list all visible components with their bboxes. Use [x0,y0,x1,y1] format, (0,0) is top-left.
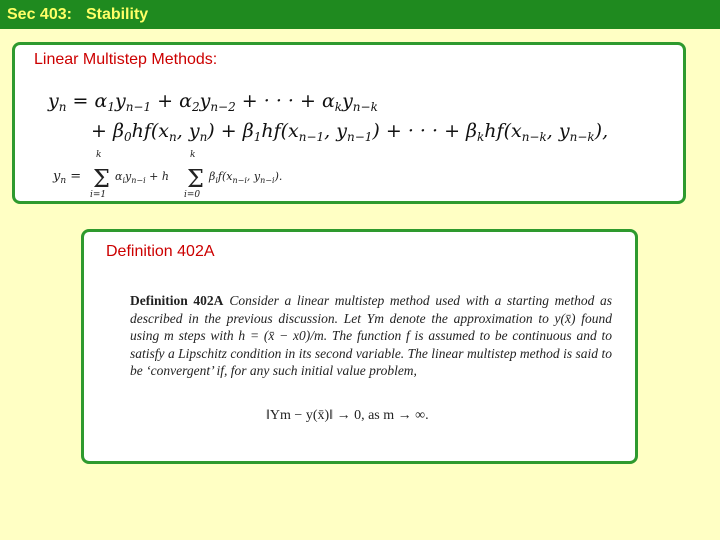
section-title: Stability [85,6,149,23]
section-number: Sec 403: [7,6,72,23]
svg-text:yn =: $y_n$ = [53,169,82,186]
svg-text:k: k [96,150,102,160]
definition-panel [81,229,638,464]
svg-text:Σ: Σ [187,165,204,193]
formula-line1: $y_n = \alpha_1y_{n-1} + \alpha_2y_{n-2}$ + · · · + $\alpha_ky_{n-k}$ [48,90,378,114]
definition-body: Consider a linear multistep method used with a starting method as described in the previous discussion. Let Ym denote the approximation to y(x̄) found using m steps with h = (x̄ − x0)/m. The function f is assumed to be continuous and to satisfy a Lipschitz condition in its second variable. The linear multistep method is said to be ‘convergent’ if, for any such initial value problem, [130,293,613,378]
svg-text:Σ: Σ [93,165,110,193]
formula-line2: + $\beta_0hf(x_n$, $y_n) + \beta_1hf(x_{n-1}$, $y_{n-1}$) + · · · + $\beta_khf(x_{n-k}$, $y_{n-k}$), [91,120,609,144]
svg-text:i=1: i=1 [90,190,107,200]
definition-label: Definition 402A [130,293,224,308]
multistep-panel [12,42,686,204]
panel-title-multistep: Linear Multistep Methods: [34,51,218,68]
svg-text:βif(xn−i, yn−i).: $\beta_if(x_{n-i}$, $y_{n-i}$). [209,170,283,185]
definition-text [130,292,612,380]
svg-text:αiyn−i + h: $\alpha_iy_{n-i} + h$ [115,170,169,185]
formula-compact [52,150,282,200]
svg-text:k: k [190,150,196,160]
formula-graphic [15,45,675,205]
definition-equation: ‖Ym − y(x̄)‖ → 0, as m → ∞. [266,408,429,423]
title-bar [0,0,720,29]
panel-title-definition: Definition 402A [106,243,215,260]
svg-text:i=0: i=0 [184,190,201,200]
